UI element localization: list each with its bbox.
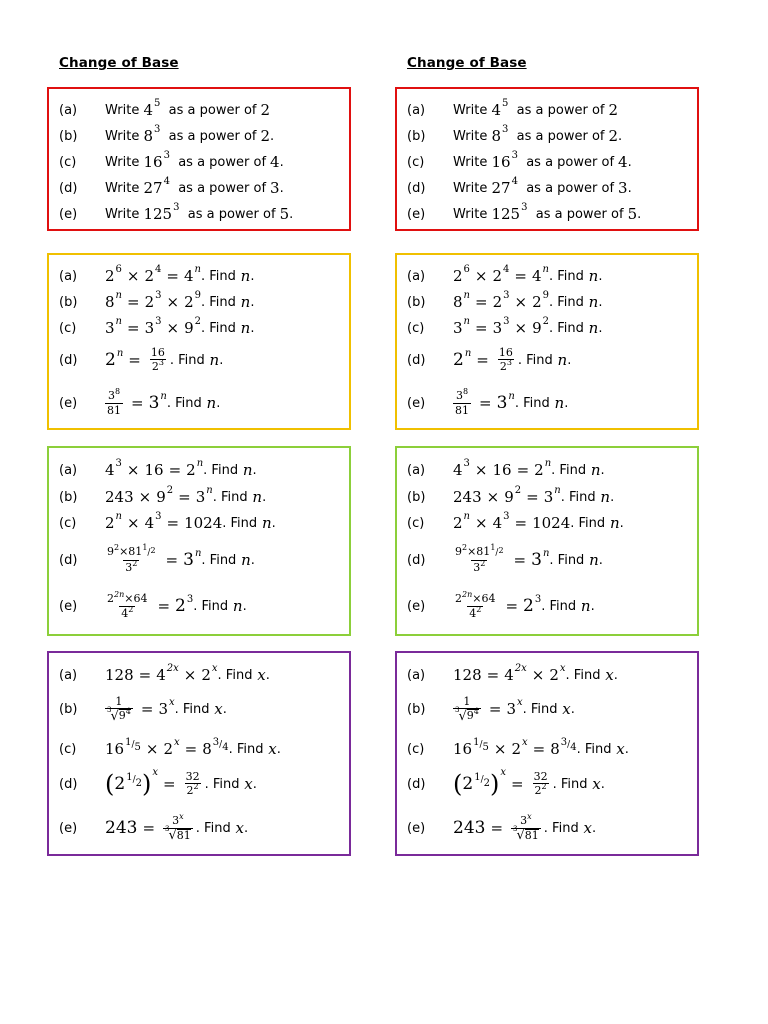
question-2b xyxy=(49,291,349,313)
question-math: $\frac{2^{2n}\times 64}{4^2}$ = 2 3 . Find n . xyxy=(107,589,247,620)
question-3d xyxy=(49,542,349,578)
question-4b xyxy=(397,691,697,727)
question-label: (c) xyxy=(407,741,425,757)
question-label: (d) xyxy=(407,552,426,568)
question-math: $\frac{9^2\times 81^1/2}{3^2}$ = 3 n . Find n . xyxy=(455,543,603,574)
question-label: (b) xyxy=(59,489,78,505)
question-label: (c) xyxy=(407,320,425,336)
question-label: (e) xyxy=(59,598,78,614)
question-text: Write 16 3 as a power of 4 . xyxy=(105,149,284,171)
question-3e xyxy=(397,588,697,624)
question-label: (d) xyxy=(59,352,78,368)
question-math: 3 n = 3 3 × 9 2 . Find n . xyxy=(453,315,603,337)
question-label: (e) xyxy=(59,395,78,411)
question-label: (d) xyxy=(407,776,426,792)
question-label: (e) xyxy=(59,206,78,222)
question-box-2 xyxy=(395,253,699,430)
question-3a xyxy=(49,459,349,481)
question-text: Write 8 3 as a power of 2 . xyxy=(453,123,623,145)
question-math: 16 1 / 5 × 2 x = 8 3 / 4 . Find x . xyxy=(105,736,281,758)
question-box-4 xyxy=(395,651,699,856)
question-math: 4 3 × 16 = 2 n . Find n . xyxy=(453,457,605,479)
question-math: $\frac{2^{2n}\times 64}{4^2}$ = 2 3 . Find n . xyxy=(455,589,595,620)
question-1d xyxy=(49,175,349,198)
question-label: (b) xyxy=(407,489,426,505)
question-box-2 xyxy=(47,253,351,430)
question-label: (d) xyxy=(59,552,78,568)
question-math: ( 2 1 / 2 ) x = $\frac{32}{2^2}$ . Find x . xyxy=(105,766,257,798)
question-math: 243 = 3$^x$ 3 √ 81 . Find x . xyxy=(453,812,597,843)
question-label: (a) xyxy=(59,268,78,284)
question-3d xyxy=(397,542,697,578)
question-box-4 xyxy=(47,651,351,856)
question-label: (a) xyxy=(407,102,426,118)
question-2d xyxy=(397,344,697,376)
question-label: (d) xyxy=(407,180,426,196)
question-1b xyxy=(49,123,349,146)
question-math: 2 6 × 2 4 = 4 n . Find n . xyxy=(105,263,255,285)
question-3b xyxy=(397,486,697,508)
question-math: $\frac{3^8}{81}$ = 3 n . Find n . xyxy=(455,387,569,417)
question-math: 2 6 × 2 4 = 4 n . Find n . xyxy=(453,263,603,285)
question-math: 2 n × 4 3 = 1024 . Find n . xyxy=(105,510,276,532)
question-2d xyxy=(49,344,349,376)
question-1d xyxy=(397,175,697,198)
question-math: 128 = 4 2x × 2 x . Find x . xyxy=(453,662,618,684)
question-2a xyxy=(49,265,349,287)
question-label: (c) xyxy=(59,741,77,757)
question-text: Write 27 4 as a power of 3 . xyxy=(453,175,632,197)
question-label: (a) xyxy=(407,667,426,683)
question-1e xyxy=(49,201,349,224)
question-label: (a) xyxy=(407,462,426,478)
question-text: Write 4 5 as a power of 2 xyxy=(453,97,619,119)
question-4b xyxy=(49,691,349,727)
question-1c xyxy=(397,149,697,172)
question-label: (a) xyxy=(59,667,78,683)
question-text: Write 125 3 as a power of 5 . xyxy=(105,201,294,223)
question-text: Write 27 4 as a power of 3 . xyxy=(105,175,284,197)
question-label: (c) xyxy=(59,320,77,336)
question-label: (e) xyxy=(407,395,426,411)
question-label: (b) xyxy=(407,701,426,717)
question-1e xyxy=(397,201,697,224)
question-label: (e) xyxy=(407,598,426,614)
question-2a xyxy=(397,265,697,287)
question-label: (c) xyxy=(59,515,77,531)
question-math: 243 × 9 2 = 3 n . Find n . xyxy=(105,484,267,506)
question-box-1 xyxy=(395,87,699,231)
page-title: Change of Base xyxy=(59,55,179,71)
question-4a xyxy=(397,664,697,686)
question-math: 243 = 3$^x$ 3 √ 81 . Find x . xyxy=(105,812,249,843)
question-text: Write 8 3 as a power of 2 . xyxy=(105,123,275,145)
question-math: 2 n = $\frac{16}{2^3}$ . Find n . xyxy=(453,346,572,373)
question-math: 8 n = 2 3 × 2 9 . Find n . xyxy=(453,289,603,311)
question-label: (b) xyxy=(59,128,78,144)
question-math: 1 3 √ $9^4$ = 3 x . Find x . xyxy=(455,695,575,724)
question-2e xyxy=(397,385,697,421)
question-label: (c) xyxy=(59,154,77,170)
question-4c xyxy=(49,737,349,761)
question-4c xyxy=(397,737,697,761)
question-math: $\frac{3^8}{81}$ = 3 n . Find n . xyxy=(107,387,221,417)
question-math: 4 3 × 16 = 2 n . Find n . xyxy=(105,457,257,479)
question-text: Write 4 5 as a power of 2 xyxy=(105,97,271,119)
question-1c xyxy=(49,149,349,172)
question-1a xyxy=(397,97,697,120)
question-box-3 xyxy=(47,446,351,636)
question-3a xyxy=(397,459,697,481)
page-title: Change of Base xyxy=(407,55,527,71)
question-3e xyxy=(49,588,349,624)
question-label: (a) xyxy=(59,462,78,478)
question-4e xyxy=(49,809,349,847)
question-label: (d) xyxy=(59,776,78,792)
question-4d xyxy=(397,765,697,803)
question-box-3 xyxy=(395,446,699,636)
question-math: 2 n = $\frac{16}{2^3}$ . Find n . xyxy=(105,346,224,373)
question-2b xyxy=(397,291,697,313)
question-box-1 xyxy=(47,87,351,231)
question-label: (b) xyxy=(407,294,426,310)
question-2e xyxy=(49,385,349,421)
question-math: ( 2 1 / 2 ) x = $\frac{32}{2^2}$ . Find x . xyxy=(453,766,605,798)
question-3c xyxy=(49,512,349,534)
question-3b xyxy=(49,486,349,508)
question-2c xyxy=(49,317,349,339)
question-label: (d) xyxy=(407,352,426,368)
question-label: (c) xyxy=(407,154,425,170)
question-1a xyxy=(49,97,349,120)
question-3c xyxy=(397,512,697,534)
question-label: (b) xyxy=(59,701,78,717)
question-label: (c) xyxy=(407,515,425,531)
question-4a xyxy=(49,664,349,686)
question-label: (a) xyxy=(407,268,426,284)
question-label: (a) xyxy=(59,102,78,118)
question-math: 1 3 √ $9^4$ = 3 x . Find x . xyxy=(107,695,227,724)
question-label: (e) xyxy=(407,820,426,836)
question-math: 243 × 9 2 = 3 n . Find n . xyxy=(453,484,615,506)
question-math: $\frac{9^2\times 81^1/2}{3^2}$ = 3 n . Find n . xyxy=(107,543,255,574)
question-label: (e) xyxy=(59,820,78,836)
question-math: 128 = 4 2x × 2 x . Find x . xyxy=(105,662,270,684)
question-math: 3 n = 3 3 × 9 2 . Find n . xyxy=(105,315,255,337)
question-text: Write 125 3 as a power of 5 . xyxy=(453,201,642,223)
question-1b xyxy=(397,123,697,146)
question-math: 8 n = 2 3 × 2 9 . Find n . xyxy=(105,289,255,311)
question-4d xyxy=(49,765,349,803)
question-label: (d) xyxy=(59,180,78,196)
question-4e xyxy=(397,809,697,847)
question-label: (b) xyxy=(407,128,426,144)
question-math: 2 n × 4 3 = 1024 . Find n . xyxy=(453,510,624,532)
question-label: (b) xyxy=(59,294,78,310)
question-text: Write 16 3 as a power of 4 . xyxy=(453,149,632,171)
question-math: 16 1 / 5 × 2 x = 8 3 / 4 . Find x . xyxy=(453,736,629,758)
question-2c xyxy=(397,317,697,339)
question-label: (e) xyxy=(407,206,426,222)
